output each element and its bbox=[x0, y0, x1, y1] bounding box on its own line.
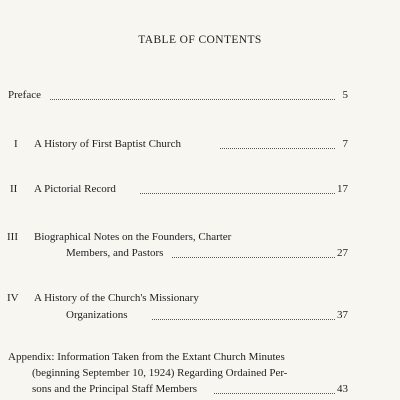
page-number: 7 bbox=[342, 138, 348, 150]
page-number: 43 bbox=[337, 383, 348, 395]
toc-entry-chapter-1: A History of First Baptist Church bbox=[34, 138, 181, 150]
chapter-numeral: II bbox=[10, 183, 18, 195]
toc-entry-appendix-line-1: Appendix: Information Taken from the Extant Church Minutes bbox=[8, 351, 285, 363]
dot-leader bbox=[152, 319, 335, 320]
page-number: 17 bbox=[337, 183, 348, 195]
toc-entry-chapter-4-line-1: A History of the Church's Missionary bbox=[34, 292, 199, 304]
toc-entry-preface: Preface bbox=[8, 89, 41, 101]
toc-entry-appendix-line-2: (beginning September 10, 1924) Regarding Ordained Per- bbox=[32, 367, 288, 379]
chapter-numeral: I bbox=[14, 138, 18, 150]
chapter-numeral: IV bbox=[7, 292, 19, 304]
page-number: 5 bbox=[342, 89, 348, 101]
dot-leader bbox=[220, 148, 335, 149]
toc-entry-chapter-3-line-1: Biographical Notes on the Founders, Charter bbox=[34, 231, 232, 243]
page-number: 37 bbox=[337, 309, 348, 321]
dot-leader bbox=[140, 193, 335, 194]
dot-leader bbox=[50, 99, 335, 100]
dot-leader bbox=[214, 393, 335, 394]
toc-entry-chapter-4-line-2: Organizations bbox=[66, 309, 128, 321]
toc-entry-chapter-2: A Pictorial Record bbox=[34, 183, 116, 195]
page-title: TABLE OF CONTENTS bbox=[138, 34, 262, 46]
dot-leader bbox=[172, 257, 335, 258]
page-number: 27 bbox=[337, 247, 348, 259]
chapter-numeral: III bbox=[7, 231, 18, 243]
toc-entry-appendix-line-3: sons and the Principal Staff Members bbox=[32, 383, 198, 395]
toc-entry-chapter-3-line-2: Members, and Pastors bbox=[66, 247, 164, 259]
